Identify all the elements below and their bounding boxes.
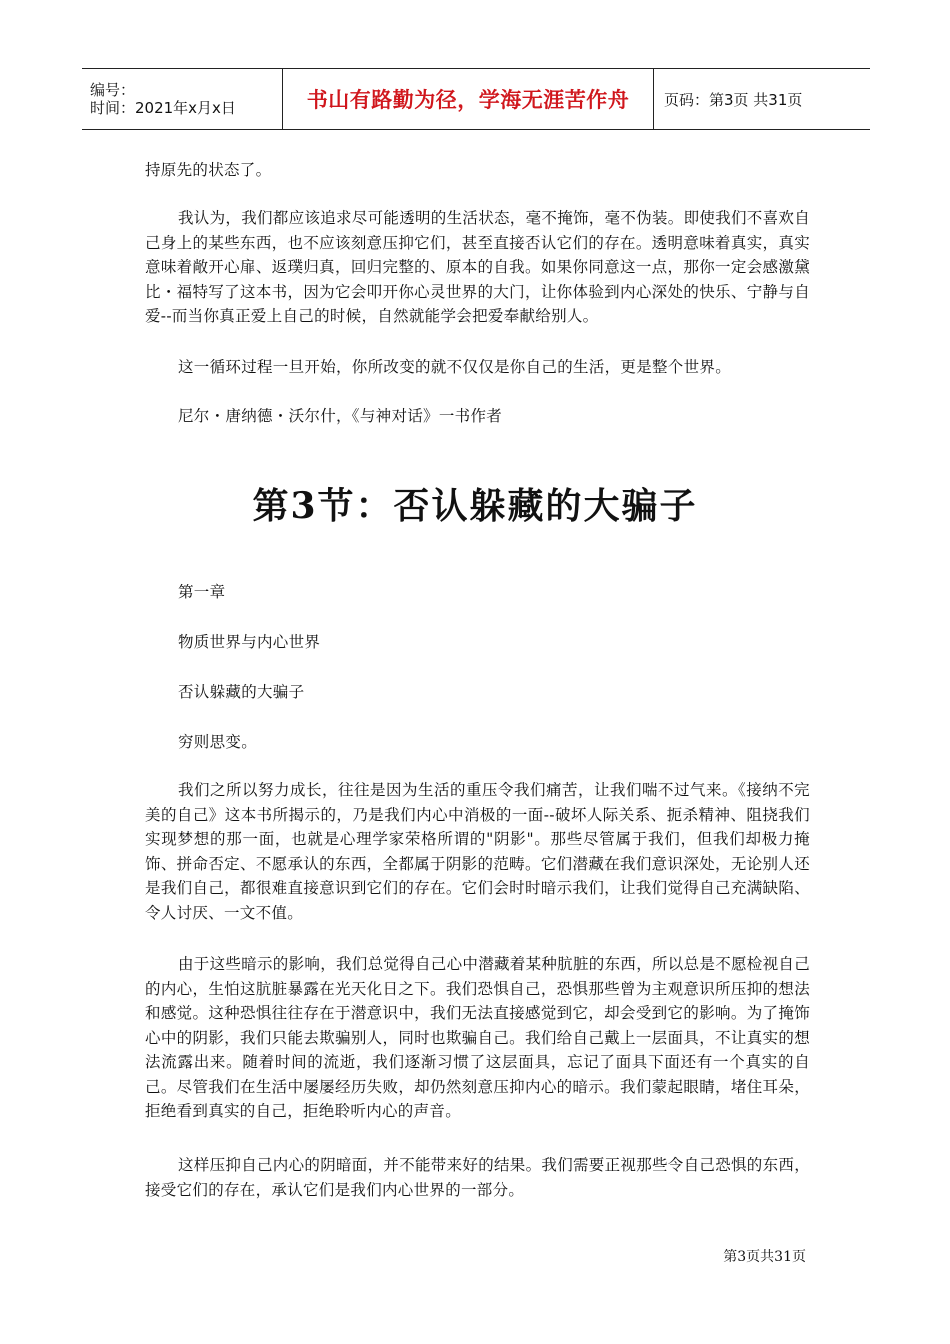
page-footer: 第3页共31页 [723,1249,806,1265]
body-paragraph: 我们之所以努力成长，往往是因为生活的重压令我们痛苦，让我们喘不过气来。《接纳不完美的自己》这本书所揭示的，乃是我们内心中消极的一面--破坏人际关系、扼杀精神、阻挠我们实现梦想的那一面，也就是心理学家荣格所谓的"阴影"。那些尽管属于我们，但我们却极力掩饰、拼命否定、不愿承认的东西，全都属于阴影的范畴。它们潜藏在我们意识深处，无论别人还是我们自己，都很难直接意识到它们的存在。它们会时时暗示我们，让我们觉得自己充满缺陷、令人讨厌、一文不值。 [145,781,810,922]
body-paragraph: 这样压抑自己内心的阴暗面，并不能带来好的结果。我们需要正视那些令自己恐惧的东西，接受它们的存在，承认它们是我们内心世界的一部分。 [145,1156,811,1199]
part-label: 物质世界与内心世界 [178,633,321,651]
number-label: 编号： [90,81,136,99]
subtitle-label: 否认躲藏的大骗子 [178,683,305,701]
header-motto-cell [282,69,654,129]
header-meta [82,69,282,129]
paragraph: 这一循环过程一旦开始，你所改变的就不仅仅是你自己的生活，更是整个世界。 [178,358,732,376]
chapter-label: 第一章 [178,583,226,601]
section-title: 第3节：否认躲藏的大骗子 [252,485,698,527]
paragraph: 持原先的状态了。 [145,161,272,179]
motto: 书山有路勤为径，学海无涯苦作舟 [306,88,630,112]
page-header [82,68,870,130]
paragraph: 尼尔・唐纳德・沃尔什，《与神对话》一书作者 [178,407,503,425]
header-page-code-cell [654,69,870,129]
paragraph: 我认为，我们都应该追求尽可能透明的生活状态，毫不掩饰，毫不伪装。即使我们不喜欢自己身上的某些东西，也不应该刻意压抑它们，甚至直接否认它们的存在。透明意味着真实，真实意味着敞开心扉、返璞归真，回归完整的、原本的自我。如果你同意这一点，那你一定会感激黛比・福特写了这本书，因为它会叩开你心灵世界的大门，让你体验到内心深处的快乐、宁静与自爱--而当你真正爱上自己的时候，自然就能学会把爱奉献给别人。 [145,209,811,325]
time-label: 时间：2021年x月x日 [90,99,236,117]
page-code: 页码：第3页 共31页 [664,90,803,109]
body-paragraph: 由于这些暗示的影响，我们总觉得自己心中潜藏着某种肮脏的东西，所以总是不愿检视自己的内心，生怕这肮脏暴露在光天化日之下。我们恐惧自己，恐惧那些曾为主观意识所压抑的想法和感觉。这种恐惧往往存在于潜意识中，我们无法直接感觉到它，却会受到它的影响。为了掩饰心中的阴影，我们只能去欺骗别人，同时也欺骗自己。我们给自己戴上一层面具，不让真实的想法流露出来。随着时间的流逝，我们逐渐习惯了这层面具，忘记了面具下面还有一个真实的自己。尽管我们在生活中屡屡经历失败，却仍然刻意压抑内心的暗示。我们蒙起眼睛，堵住耳朵，拒绝看到真实的自己，拒绝聆听内心的声音。 [145,955,811,1120]
saying: 穷则思变。 [178,733,258,751]
